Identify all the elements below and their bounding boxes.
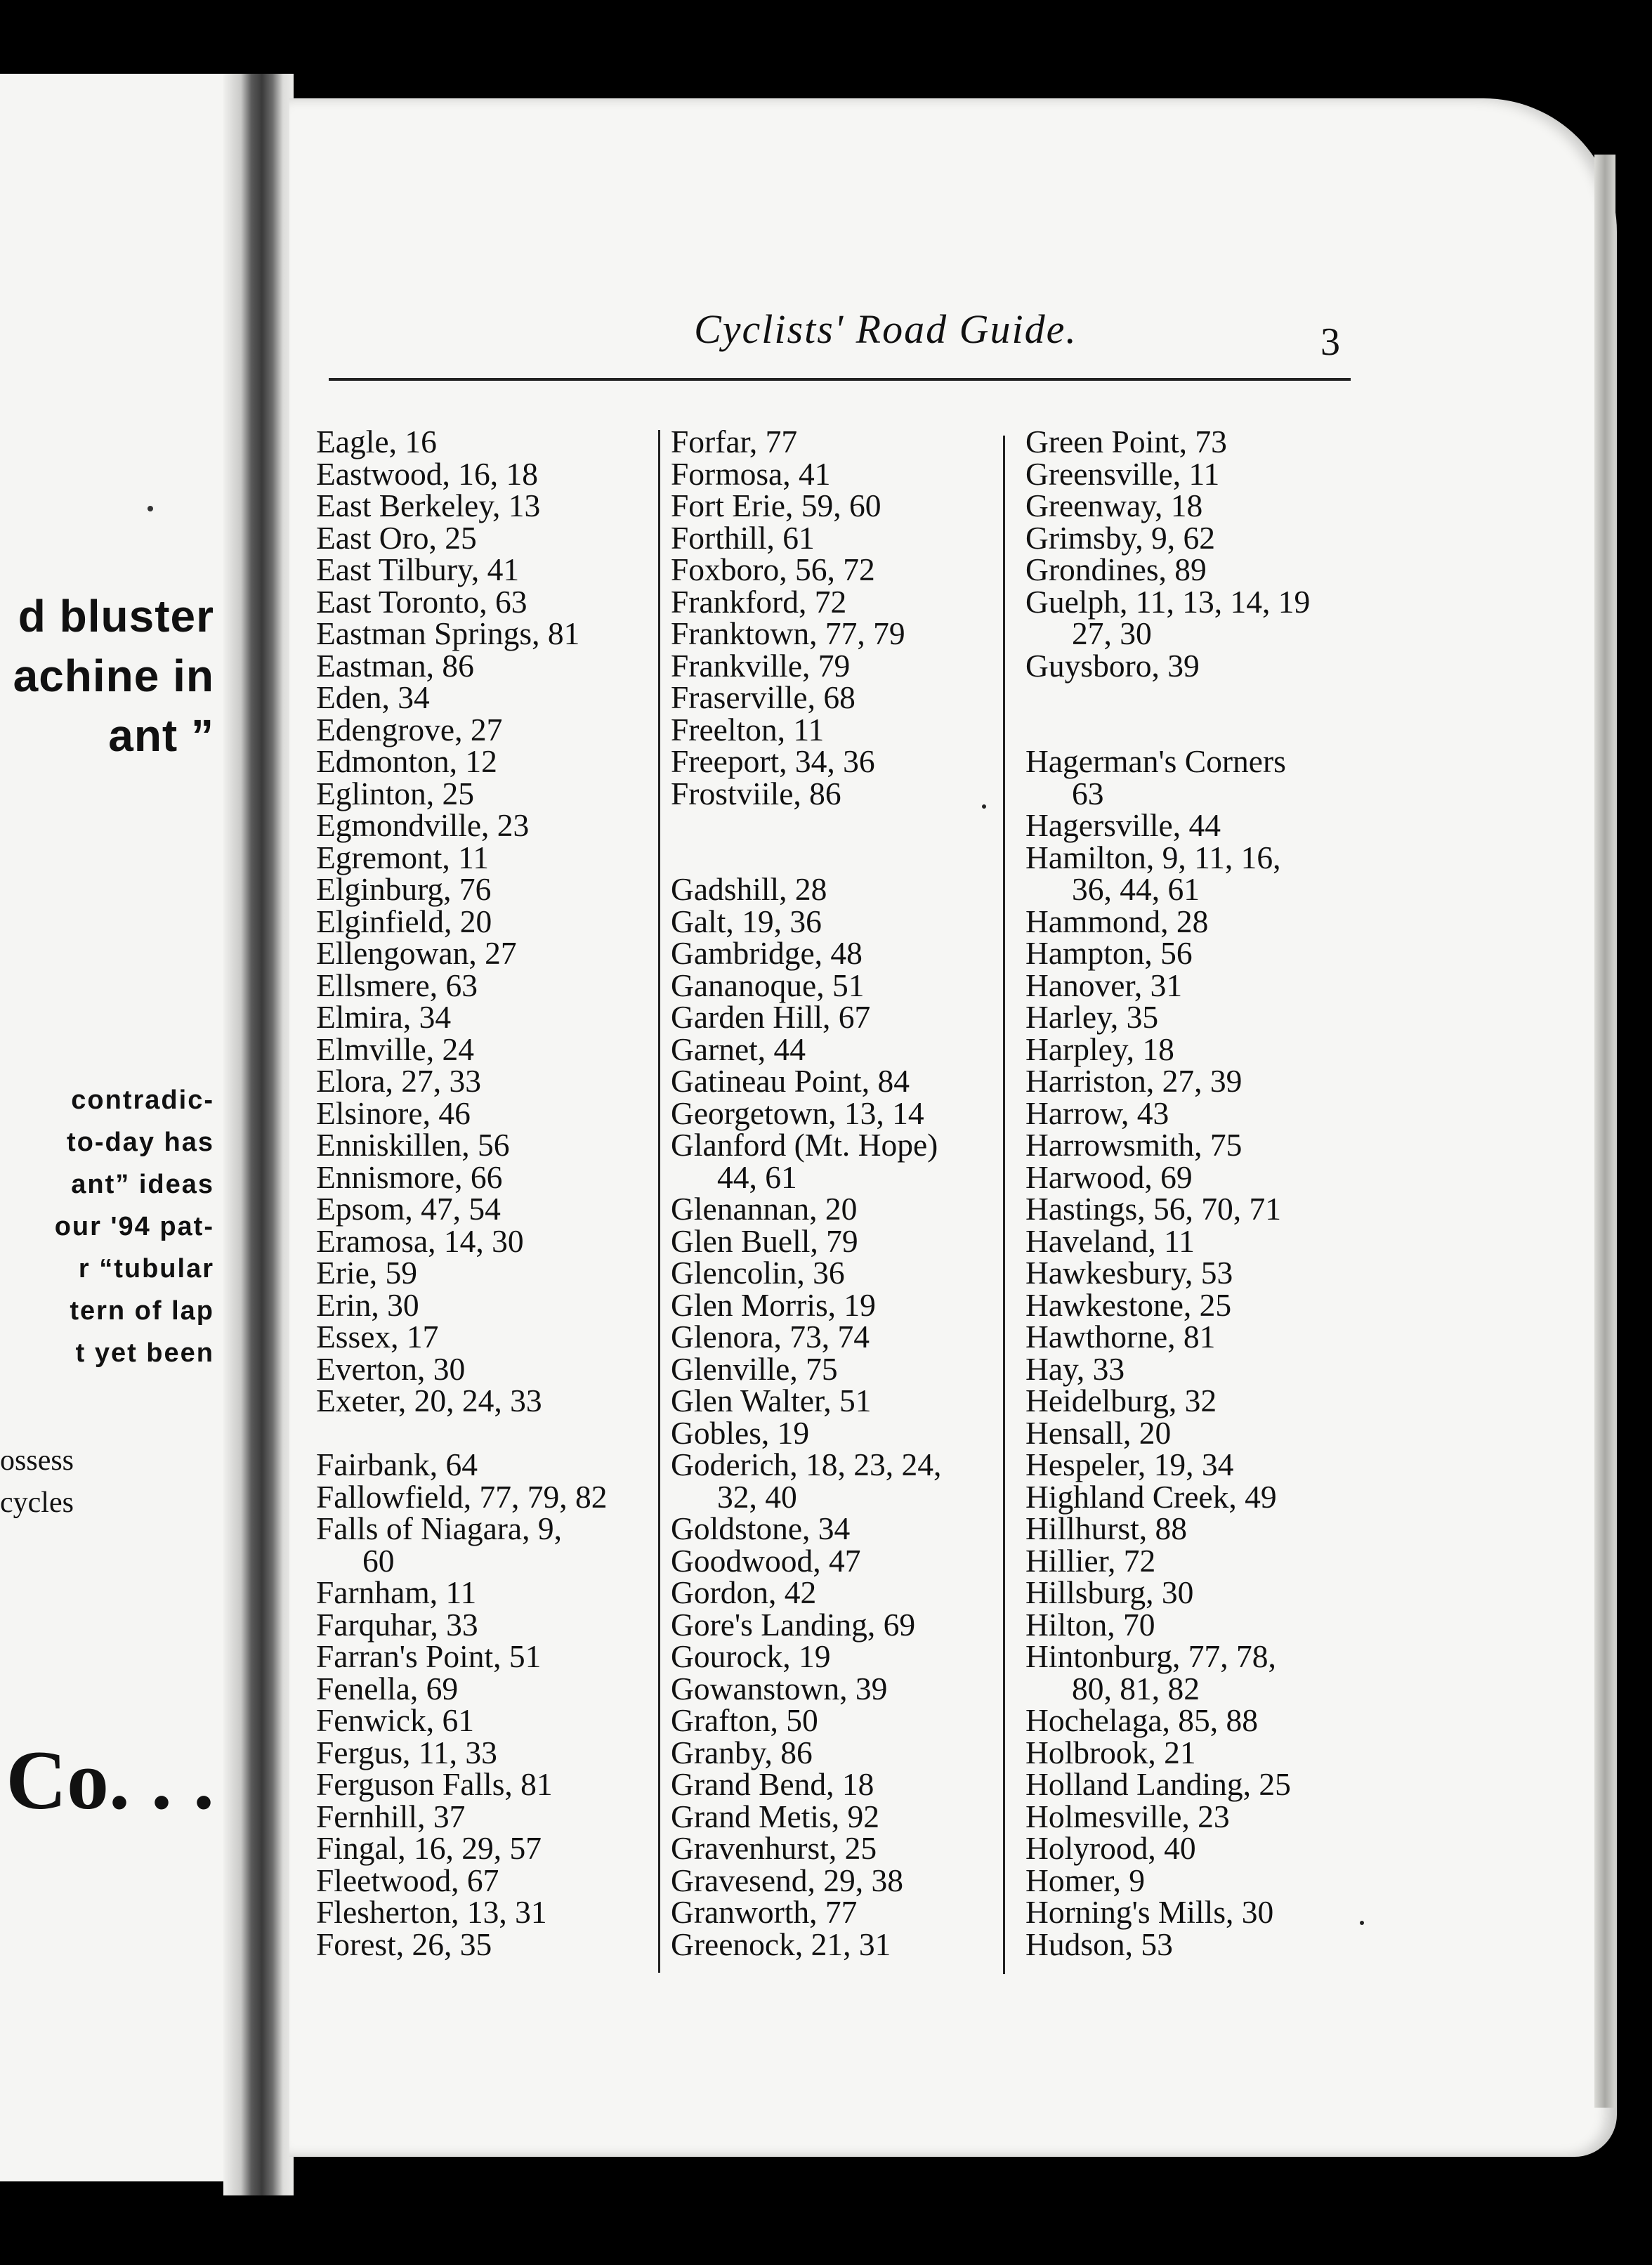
index-entry: Glenville, 75 [671, 1350, 838, 1387]
index-entry: Goodwood, 47 [671, 1542, 861, 1579]
index-entry: Hampton, 56 [1025, 935, 1193, 971]
index-entry-continuation: 36, 44, 61 [1072, 871, 1200, 907]
index-entry: Ellsmere, 63 [316, 967, 478, 1003]
index-entry: Forthill, 61 [671, 519, 815, 556]
facing-page-line: to-day has [66, 1128, 214, 1157]
index-column-2 [671, 426, 941, 1960]
index-entry: Gowanstown, 39 [671, 1670, 888, 1706]
index-entry: Freeport, 34, 36 [671, 743, 875, 779]
ink-speck [982, 804, 986, 809]
index-entry: Exeter, 20, 24, 33 [316, 1383, 542, 1418]
index-entry-continuation: 32, 40 [717, 1478, 797, 1515]
index-entry: Frankville, 79 [671, 647, 851, 684]
index-entry: Hagerman's Corners [1025, 743, 1286, 779]
index-entry: Fleetwood, 67 [316, 1862, 499, 1898]
index-entry: Fernhill, 37 [316, 1798, 466, 1834]
index-entry: Georgetown, 13, 14 [671, 1095, 924, 1131]
index-entry: Harriston, 27, 39 [1025, 1063, 1243, 1099]
index-entry: Erie, 59 [316, 1255, 418, 1291]
index-entry: Hudson, 53 [1025, 1926, 1173, 1962]
index-entry: Frostviile, 86 [671, 775, 841, 811]
index-entry: Greenock, 21, 31 [671, 1926, 891, 1962]
index-entry: Granby, 86 [671, 1734, 813, 1770]
index-spacer [671, 809, 941, 842]
index-entry: Forest, 26, 35 [316, 1926, 492, 1962]
index-entry: Glanford (Mt. Hope) [671, 1127, 938, 1163]
index-entry: Guelph, 11, 13, 14, 19 [1025, 583, 1311, 620]
index-entry: Gordon, 42 [671, 1574, 817, 1610]
index-entry: Foxboro, 56, 72 [671, 551, 875, 587]
ink-speck [148, 506, 153, 511]
index-entry: Grondines, 89 [1025, 551, 1207, 587]
index-entry: Grimsby, 9, 62 [1025, 519, 1216, 556]
index-entry: Elora, 27, 33 [316, 1063, 482, 1099]
index-entry: Farquhar, 33 [316, 1606, 478, 1643]
header-rule [329, 378, 1351, 381]
index-entry: Gore's Landing, 69 [671, 1606, 916, 1643]
index-entry: Granworth, 77 [671, 1894, 858, 1930]
index-entry: Fenella, 69 [316, 1670, 459, 1706]
running-header-title: Cyclists' Road Guide. [694, 306, 1077, 352]
index-entry: Eramosa, 14, 30 [316, 1222, 524, 1259]
index-entry: Gravesend, 29, 38 [671, 1862, 904, 1898]
index-entry: Formosa, 41 [671, 455, 831, 492]
index-spacer [1025, 714, 1310, 746]
index-entry: Hillier, 72 [1025, 1542, 1156, 1579]
index-entry: Holmesville, 23 [1025, 1798, 1230, 1834]
index-entry: Hastings, 56, 70, 71 [1025, 1191, 1281, 1227]
book-gutter [223, 74, 294, 2195]
index-entry-continuation: 44, 61 [717, 1158, 797, 1195]
facing-page-line: contradic- [71, 1085, 214, 1115]
index-column-3 [1025, 426, 1310, 1960]
index-entry: Ferguson Falls, 81 [316, 1766, 553, 1802]
index-entry: Fallowfield, 77, 79, 82 [316, 1478, 608, 1515]
index-entry: Hawkestone, 25 [1025, 1286, 1232, 1323]
index-entry: Grand Bend, 18 [671, 1766, 874, 1802]
index-entry: Elginburg, 76 [316, 871, 492, 907]
facing-page-co-text: Co. . . [6, 1733, 214, 1827]
facing-page-line: ossess [0, 1444, 74, 1477]
index-entry: Haveland, 11 [1025, 1222, 1195, 1259]
index-entry: Hanover, 31 [1025, 967, 1183, 1003]
facing-page-line: tern of lap [70, 1296, 214, 1326]
index-entry: Fenwick, 61 [316, 1702, 474, 1738]
index-entry: East Berkeley, 13 [316, 488, 541, 523]
index-entry: Ennismore, 66 [316, 1158, 503, 1195]
index-entry: Essex, 17 [316, 1319, 439, 1355]
index-entry: Harwood, 69 [1025, 1158, 1193, 1195]
index-entry: Glenora, 73, 74 [671, 1319, 870, 1355]
index-entry: Eagle, 16 [316, 424, 437, 459]
facing-page-line: t yet been [75, 1338, 214, 1368]
facing-page-line: ant” ideas [71, 1170, 214, 1199]
index-entry: Hamilton, 9, 11, 16, [1025, 839, 1281, 875]
index-entry: Gravenhurst, 25 [671, 1830, 877, 1866]
index-entry: Gadshill, 28 [671, 871, 827, 907]
index-entry: Hillsburg, 30 [1025, 1574, 1194, 1610]
index-entry: Goderich, 18, 23, 24, [671, 1447, 942, 1482]
ink-speck [1360, 1921, 1364, 1925]
facing-page-line: r “tubular [78, 1254, 214, 1284]
page-number: 3 [1320, 320, 1340, 364]
index-entry: Edmonton, 12 [316, 743, 497, 779]
index-entry: Epsom, 47, 54 [316, 1191, 501, 1227]
page-edge [1594, 155, 1615, 2108]
index-entry: Grafton, 50 [671, 1702, 818, 1738]
index-entry: Galt, 19, 36 [671, 903, 822, 939]
index-entry: Highland Creek, 49 [1025, 1478, 1277, 1515]
index-entry: Hawkesbury, 53 [1025, 1255, 1233, 1291]
index-entry: Holbrook, 21 [1025, 1734, 1196, 1770]
index-entry: Farnham, 11 [316, 1574, 477, 1610]
index-entry: Eastwood, 16, 18 [316, 455, 538, 492]
facing-page-line: cycles [0, 1487, 74, 1519]
column-divider [658, 430, 660, 1973]
index-entry: Flesherton, 13, 31 [316, 1894, 547, 1930]
facing-page-line: achine in [13, 651, 214, 701]
index-entry: Hammond, 28 [1025, 903, 1209, 939]
index-entry: Guysboro, 39 [1025, 647, 1200, 684]
index-spacer [316, 1417, 608, 1449]
index-entry: Hensall, 20 [1025, 1414, 1172, 1451]
index-entry: Green Point, 73 [1025, 424, 1227, 459]
index-entry: Eglinton, 25 [316, 775, 474, 811]
index-spacer [1025, 681, 1310, 714]
index-entry: Glencolin, 36 [671, 1255, 845, 1291]
index-entry: Glen Buell, 79 [671, 1222, 858, 1259]
index-entry: Gambridge, 48 [671, 935, 863, 971]
index-entry: Hochelaga, 85, 88 [1025, 1702, 1259, 1738]
index-entry: Gobles, 19 [671, 1414, 810, 1451]
column-divider [1003, 436, 1005, 1974]
index-entry: Elmira, 34 [316, 999, 452, 1035]
index-entry: Elginfield, 20 [316, 903, 492, 939]
index-entry-continuation: 80, 81, 82 [1072, 1670, 1200, 1706]
index-entry: Franktown, 77, 79 [671, 615, 905, 651]
index-entry-continuation: 60 [362, 1542, 395, 1579]
index-entry: Holyrood, 40 [1025, 1830, 1196, 1866]
index-entry: Holland Landing, 25 [1025, 1766, 1291, 1802]
index-entry: Eastman, 86 [316, 647, 474, 684]
index-entry: Elmville, 24 [316, 1031, 474, 1067]
index-entry: Greensville, 11 [1025, 455, 1220, 492]
index-entry: Gananoque, 51 [671, 967, 865, 1003]
index-entry: Fort Erie, 59, 60 [671, 488, 881, 523]
index-entry: Frankford, 72 [671, 583, 847, 620]
index-entry: Fairbank, 64 [316, 1447, 478, 1482]
index-entry: Everton, 30 [316, 1350, 466, 1387]
index-spacer [671, 842, 941, 874]
facing-page-line: our '94 pat- [54, 1212, 214, 1241]
index-entry-continuation: 27, 30 [1072, 615, 1152, 651]
facing-page-line: d bluster [18, 591, 214, 641]
index-entry: Fingal, 16, 29, 57 [316, 1830, 542, 1866]
index-entry: Falls of Niagara, 9, [316, 1510, 563, 1546]
index-entry: Eden, 34 [316, 679, 430, 715]
index-entry: Egmondville, 23 [316, 807, 530, 843]
index-entry: Glen Morris, 19 [671, 1286, 876, 1323]
index-entry: East Tilbury, 41 [316, 551, 520, 587]
index-entry: Erin, 30 [316, 1286, 419, 1323]
index-entry: Gourock, 19 [671, 1638, 831, 1674]
index-entry: Glenannan, 20 [671, 1191, 858, 1227]
index-entry: Eastman Springs, 81 [316, 615, 580, 651]
index-entry: Hawthorne, 81 [1025, 1319, 1216, 1355]
index-entry: Heidelburg, 32 [1025, 1383, 1217, 1418]
index-entry: Hespeler, 19, 34 [1025, 1447, 1234, 1482]
index-entry: Goldstone, 34 [671, 1510, 851, 1546]
index-entry: East Oro, 25 [316, 519, 477, 556]
index-entry: Harpley, 18 [1025, 1031, 1174, 1067]
index-entry: Harrowsmith, 75 [1025, 1127, 1243, 1163]
index-entry-continuation: 63 [1072, 775, 1104, 811]
index-entry: Hillhurst, 88 [1025, 1510, 1188, 1546]
index-entry: Grand Metis, 92 [671, 1798, 879, 1834]
index-entry: Horning's Mills, 30 [1025, 1894, 1274, 1930]
index-entry: Gatineau Point, 84 [671, 1063, 910, 1099]
index-entry: East Toronto, 63 [316, 583, 527, 620]
index-entry: Hay, 33 [1025, 1350, 1125, 1387]
index-entry: Elsinore, 46 [316, 1095, 471, 1131]
index-entry: Glen Walter, 51 [671, 1383, 872, 1418]
index-entry: Ellengowan, 27 [316, 935, 517, 971]
index-entry: Harley, 35 [1025, 999, 1159, 1035]
index-entry: Edengrove, 27 [316, 711, 503, 748]
index-entry: Homer, 9 [1025, 1862, 1146, 1898]
index-entry: Harrow, 43 [1025, 1095, 1169, 1131]
index-entry: Hilton, 70 [1025, 1606, 1155, 1643]
index-entry: Hagersville, 44 [1025, 807, 1221, 843]
index-entry: Enniskillen, 56 [316, 1127, 510, 1163]
index-entry: Egremont, 11 [316, 839, 489, 875]
index-entry: Freelton, 11 [671, 711, 825, 748]
index-entry: Farran's Point, 51 [316, 1638, 542, 1674]
index-entry: Greenway, 18 [1025, 488, 1203, 523]
index-entry: Forfar, 77 [671, 424, 798, 459]
index-entry: Fergus, 11, 33 [316, 1734, 497, 1770]
index-column-1 [316, 426, 608, 1960]
index-entry: Garden Hill, 67 [671, 999, 871, 1035]
facing-page-line: ant ” [108, 710, 214, 761]
index-entry: Hintonburg, 77, 78, [1025, 1638, 1276, 1674]
index-entry: Garnet, 44 [671, 1031, 806, 1067]
index-entry: Fraserville, 68 [671, 679, 855, 715]
